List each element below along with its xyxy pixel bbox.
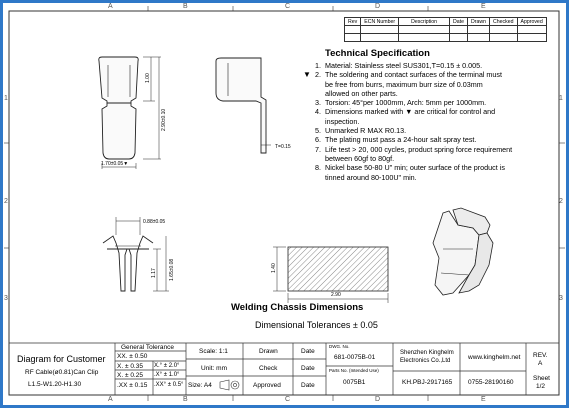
revision-row [345,26,547,34]
side-view [216,58,266,153]
website-link[interactable]: www.kinghelm.net [468,354,521,361]
dim-front-height: 1.00 [145,73,151,83]
part-no: 0075B1 [343,379,366,386]
dim-thickness: T=0.15 [275,144,291,150]
tolerance-caption: Dimensional Tolerances ± 0.05 [255,320,378,330]
spec-item [303,145,565,164]
zone-top-d: D [375,3,381,10]
spec-num: 8. [315,163,321,173]
spec-line: The plating must pass a 24-hour salt spray test. [325,135,477,145]
spec-item [303,135,565,144]
spec-line: tinned around 80-100U" min. [325,172,417,182]
sheet-value: 1/2 [536,383,546,390]
spec-line: be free from burrs, maximum burr size of 0.03mm [325,79,483,89]
rev-col-date: Date [450,18,468,26]
zone-right-2: 2 [559,198,563,205]
zone-bottom-e: E [481,396,486,403]
lower-view [103,236,153,291]
zone-top-a: A [108,3,113,10]
zone-top-e: E [481,3,486,10]
zone-bottom-d: D [375,396,381,403]
tolerance-xx: XX. ± 0.50 [117,353,148,360]
critical-mark: ▼ [303,70,311,80]
spec-line: Unmarked R MAX R0.13. [325,126,407,136]
spec-num: 7. [315,144,321,154]
rev-value: A [538,360,543,367]
check-date-label: Date [301,365,315,372]
dwg-no-label: DWG. No. [329,344,350,349]
rev-col-ecn: ECN Number [361,18,399,26]
dim-pad-height: 1.40 [271,263,277,273]
spec-line: allowed on other parts. [325,88,398,98]
rev-label: REV. [533,352,548,359]
spec-list [303,61,565,182]
spec-num: 5. [315,126,321,136]
spec-line: Dimensions marked with ▼ are critical for control and [325,107,496,117]
rev-col-checked: Checked [490,18,517,26]
revision-row [345,34,547,42]
unit: Unit: mm [201,365,227,372]
dim-front-width: 1.70±0.05▼ [101,161,129,167]
spec-item [303,70,565,98]
spec-num: 2. [315,70,321,80]
spec-title: Technical Specification [325,48,430,59]
product-size: L1.5-W1.20-H1.30 [28,381,82,388]
spec-line: between 60gf to 80gf. [325,153,395,163]
drawing-sheet [3,3,566,405]
tolerance-angle-xx: .XX° ± 0.5° [154,382,184,388]
general-tolerance-label: General Tolerance [121,344,174,351]
spec-num: 3. [315,98,321,108]
tolerance-angle-x: X.° ± 2.0° [154,363,180,369]
dim-front-total: 2.90±0.10 [161,108,167,131]
approved-label: Approved [253,382,281,389]
zone-bottom-a: A [108,396,113,403]
dim-lower-width: 0.88±0.05 [143,219,166,225]
rev-col-approved: Approved [517,18,546,26]
spec-item [303,61,565,70]
spec-num: 4. [315,107,321,117]
zone-bottom-c: C [285,396,291,403]
paper-size: Size: A4 [188,382,212,389]
zone-top-c: C [285,3,291,10]
dim-lower-height2: 1.65±0.08 [169,258,175,281]
tolerance-x2: X. ± 0.25 [117,372,143,379]
company-line1: Shenzhen Kinghelm [400,350,454,356]
revision-table [344,17,547,42]
zone-left-1: 1 [4,95,8,102]
rev-col-rev: Rev [345,18,361,26]
spec-item [303,98,565,107]
front-view [99,57,138,159]
drawn-date-label: Date [301,348,315,355]
zone-bottom-b: B [183,396,188,403]
tolerance-angle-x2: .X° ± 1.0° [154,372,180,378]
zone-left-2: 2 [4,198,8,205]
tolerance-x: X. ± 0.35 [117,363,143,370]
part-no-label: Parts No. (Intended Use) [329,368,379,373]
projection-symbol [220,380,239,390]
company-line2: Electronics Co.,Ltd [400,358,451,364]
spec-line: inspection. [325,116,360,126]
dim-lower-height: 1.17 [151,268,157,278]
spec-line: Material: Stainless steel SUS301,T=0.15 ± 0.005. [325,61,483,70]
welding-caption: Welding Chassis Dimensions [231,302,364,313]
spec-line: Nickel base 50-80 U" min; outer surface of the product is [325,163,505,173]
spec-line: Torsion: 45°per 1000mm, Arch: 5mm per 1000mm. [325,98,487,108]
spec-num: 6. [315,135,321,145]
tolerance-xx2: .XX ± 0.15 [117,382,148,389]
zone-left-3: 3 [4,295,8,302]
spec-line: Life test > 20, 000 cycles, product spring force requirement [325,144,513,154]
rev-col-drawn: Drawn [468,18,490,26]
dwg-no: 681-0075B-01 [334,354,376,361]
spec-item [303,126,565,135]
welding-pad [288,247,388,291]
zone-right-3: 3 [559,295,563,302]
phone-number: 0755-28190160 [468,379,514,386]
check-label: Check [259,365,278,372]
dim-pad-width: 2.90 [331,292,341,298]
diagram-for-customer: Diagram for Customer [17,354,106,364]
drawn-label: Drawn [259,348,278,355]
rev-col-description: Description [399,18,450,26]
isometric-view [433,208,493,295]
spec-line: The soldering and contact surfaces of the terminal must [325,70,502,80]
zone-right-1: 1 [559,95,563,102]
kh-code: KH.PBJ-2917165 [402,379,453,386]
zone-top-b: B [183,3,188,10]
spec-item [303,163,565,182]
product-name: RF Cable(ø0.81)Can Clip [25,369,99,376]
scale: Scale: 1:1 [199,348,228,355]
approved-date-label: Date [301,382,315,389]
lower-dims [116,217,169,291]
revision-header-row [345,18,547,26]
spec-num: 1. [315,61,321,70]
spec-item [303,107,565,126]
sheet-label: Sheet [533,375,550,382]
